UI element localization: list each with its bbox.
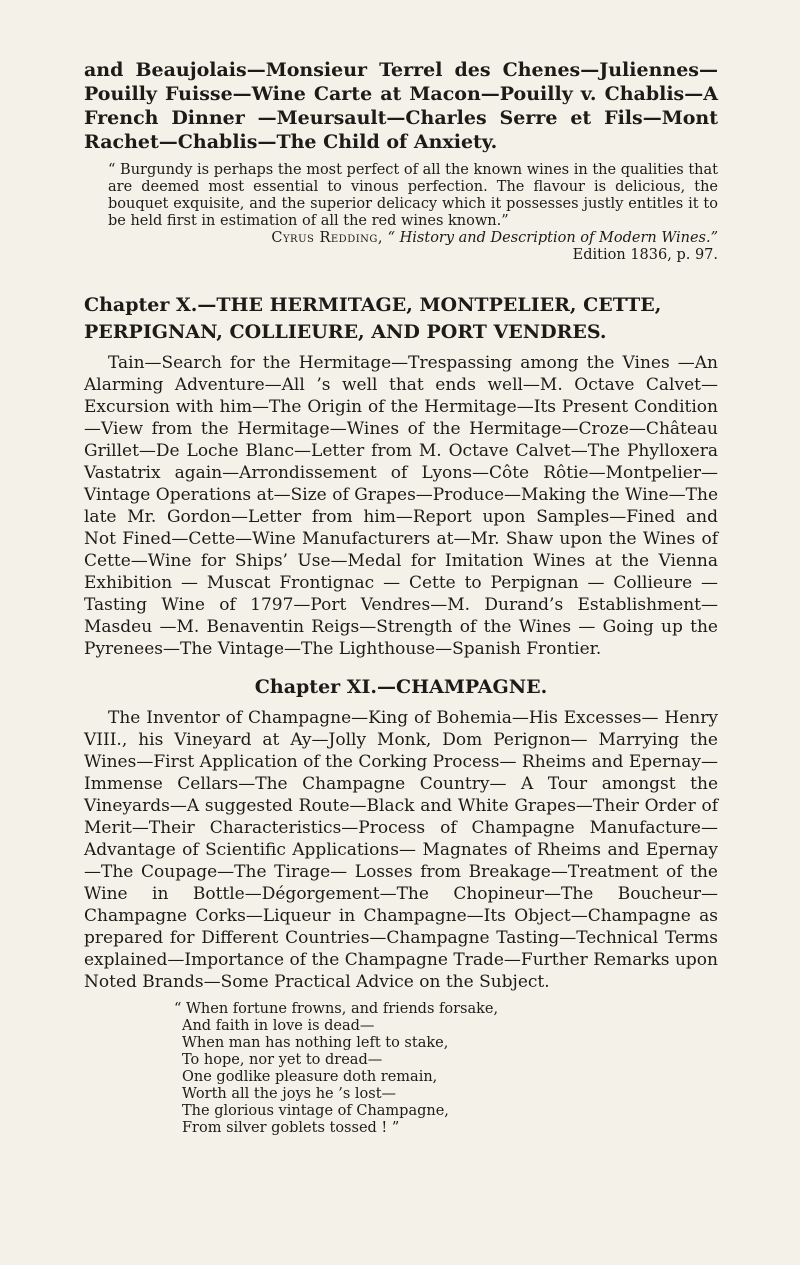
- poem-line: The glorious vintage of Champagne,: [182, 1103, 449, 1119]
- epigraph-author: Cyrus Redding,: [271, 230, 384, 246]
- chapter-11-synopsis: The Inventor of Champagne—King of Bohemia—His Excesses— Henry VIII., his Vineyard at Ay—Jolly Monk, Dom Perignon— Marrying the Wines—First Application of the Corking Process— Rheims and Epernay—Immense Cellars—The Champagne Country— A Tour amongst the Vineyards—A suggested Route—Black and White Grapes—Their Order of Merit—Their Characteristics—Process of Champagne Manufacture—Advantage of Scientific Applications— Magnates of Rheims and Epernay—The Coupage—The Tirage— Losses from Breakage—Treatment of the Wine in Bottle—Dégorgement—The Chopineur—The Boucheur—Champagne Corks—Liqueur in Champagne—Its Object—Champagne as prepared for Different Countries—Champagne Tasting—Technical Terms explained—Importance of the Champagne Trade—Further Remarks upon Noted Brands—Some Practical Advice on the Subject.: [84, 708, 718, 992]
- poem-line: “ When fortune frowns, and friends forsake,: [174, 1001, 499, 1017]
- poem-line: To hope, nor yet to dread—: [182, 1052, 383, 1068]
- epigraph-source: “ History and Description of Modern Wines.”: [387, 230, 718, 246]
- epigraph-attribution: [84, 230, 718, 247]
- poem-line: From silver goblets tossed ! ”: [182, 1120, 400, 1136]
- intro-paragraph: and Beaujolais—Monsieur Terrel des Chenes—Juliennes—Pouilly Fuisse—Wine Carte at Macon—Pouilly v. Chablis—A French Dinner —Meursault—Charles Serre et Fils—Mont Rachet—Chablis—The Child of Anxiety.: [84, 59, 718, 153]
- epigraph-quote: “ Burgundy is perhaps the most perfect of all the known wines in the qualities that are deemed most essential to vinous perfection. The flavour is delicious, the bouquet exquisite, and the superior delicacy which it possesses justly entitles it to be held first in estimation of all the red wines known.”: [108, 162, 718, 229]
- poem-line: And faith in love is dead—: [182, 1018, 375, 1034]
- chapter-10-heading: Chapter X.—THE HERMITAGE, MONTPELIER, CETTE, PERPIGNAN, COLLIEURE, AND PORT VENDRES.: [84, 294, 662, 343]
- poem: [174, 1001, 718, 1137]
- poem-line: Worth all the joys he ’s lost—: [182, 1086, 397, 1102]
- poem-line: One godlike pleasure doth remain,: [182, 1069, 438, 1085]
- poem-line: When man has nothing left to stake,: [182, 1035, 449, 1051]
- chapter-11-heading: Chapter XI.—CHAMPAGNE.: [254, 676, 548, 698]
- chapter-10-synopsis: Tain—Search for the Hermitage—Trespassing among the Vines —An Alarming Adventure—All ’s well that ends well—M. Octave Calvet—Excursion with him—The Origin of the Hermitage—Its Present Condition—View from the Hermitage—Wines of the Hermitage—Croze—Château Grillet—De Loche Blanc—Letter from M. Octave Calvet—The Phylloxera Vastatrix again—Arrondissement of Lyons—Côte Rôtie—Montpelier—Vintage Operations at—Size of Grapes—Produce—Making the Wine—The late Mr. Gordon—Letter from him—Report upon Samples—Fined and Not Fined—Cette—Wine Manufacturers at—Mr. Shaw upon the Wines of Cette—Wine for Ships’ Use—Medal for Imitation Wines at the Vienna Exhibition — Muscat Frontignac — Cette to Perpignan — Collieure — Tasting Wine of 1797—Port Vendres—M. Durand’s Establishment—Masdeu —M. Benaventin Reigs—Strength of the Wines — Going up the Pyrenees—The Vintage—The Lighthouse—Spanish Frontier.: [84, 353, 718, 659]
- epigraph-edition: Edition 1836, p. 97.: [572, 247, 718, 263]
